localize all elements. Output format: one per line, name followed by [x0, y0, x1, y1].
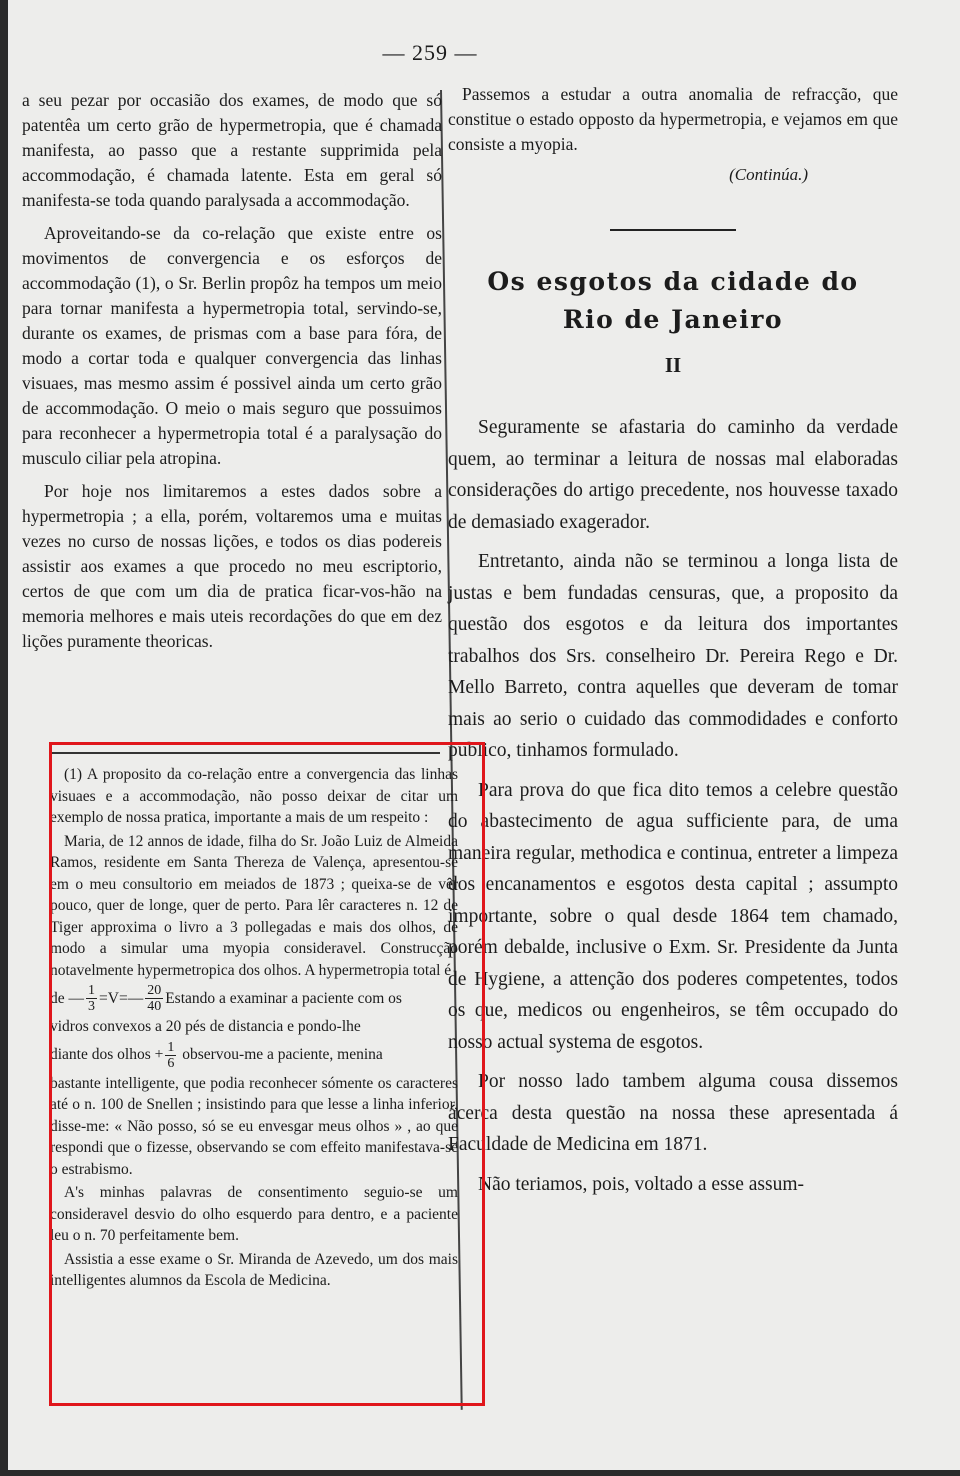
footnote-paragraph: bastante intelligente, que podia reconhecer sómente os caracteres até o n. 100 de Snellen ; insistindo para que lesse a linha inferior, disse-me: « Não posso, só se eu envesgar meus olhos » , ao que respondi que o fizesse, observando se com effeito manifestava-se o estrabismo. [50, 1074, 458, 1178]
formula-prefix: diante dos olhos + [50, 1046, 164, 1064]
article-paragraph: Por nosso lado tambem alguma cousa dissemos ácerca desta questão na nossa these apresentada á Faculdade de Medicina em 1871. [448, 1071, 898, 1155]
footnote [50, 744, 458, 1294]
continua-note: (Continúa.) [729, 165, 808, 184]
article-title-line-1: Os esgotos da cidade do [487, 267, 859, 296]
formula-equals: =V= [99, 989, 128, 1007]
article-separator [610, 229, 736, 231]
section-number: II [664, 353, 682, 377]
footnote-line: vidros convexos a 20 pés de distancia e pondo-lhe [50, 1018, 361, 1035]
article-paragraph: Para prova do que fica dito temos a celebre questão do abastecimento de agua sufficiente para, de uma maneira regular, methodica e continua, entreter a limpeza dos encanamentos e esgotos desta capital ; assumpto importante, sobre o qual desde 1864 tem chamado, porém debalde, inclusive o Exm. Sr. Presidente da Junta de Hygiene, a attenção dos poderes competentes, todos os que, medicos ou engenheiros, se têm occupado do nosso actual systema de esgotos. [448, 779, 898, 1053]
article-body [448, 412, 898, 1200]
right-column [448, 82, 898, 1208]
fraction-numerator: 20 [147, 983, 162, 998]
article-paragraph: Não teriamos, pois, voltado a esse assum- [478, 1173, 805, 1195]
fraction-denominator: 6 [167, 1055, 175, 1071]
right-intro [448, 82, 898, 157]
fraction-denominator: 40 [147, 999, 162, 1014]
fraction-20-40 [145, 983, 163, 1014]
left-paragraph: Por hoje nos limitaremos a estes dados sobre a hypermetropia ; a ella, porém, voltaremos uma e muitas vezes no curso de nossas lições, e todos os dias podereis assistir aos exames a que procedo no meu escriptorio, certos de que com um dia de pratica ficar-vos-hão na memoria melhores e mais uteis recordações do que em dez lições puramente theoricas. [22, 481, 442, 651]
left-paragraph: a seu pezar por occasião dos exames, de modo que só patentêa um certo grão de hypermetropia, que é chamada manifesta, ao passo que a restante supprimida pela accommodação, é chamada latente. Esta em geral só manifesta-se toda quando paralysada a accommodação. [22, 90, 442, 210]
article-title [448, 263, 898, 339]
footnote-formula-1: de — $\frac{1}{3}$ =V= — $\frac{20}{40}$ Estando a examinar a paciente com os [50, 983, 402, 1014]
fraction-denominator: 3 [88, 999, 96, 1014]
left-paragraph: Aproveitando-se da co-relação que existe entre os movimentos de convergencia e os esforços de accommodação (1), o Sr. Berlin propôz ha tempos um meio para tornar manifesta a hypermetropia total, servindo-se, durante os exames, de prismas com a base para fóra, de modo a cortar toda e qualquer convergencia das linhas visuaes, mas mesmo assim é possivel ainda um certo grão de accommodação. O meio o mais seguro que possuimos para reconhecer a hypermetropia total é a paralysação do musculo ciliar pela atropina. [22, 223, 442, 468]
page-left-edge [0, 0, 8, 1476]
fraction-1-6 [165, 1040, 176, 1071]
formula-text: observou-me a paciente, menina [182, 1046, 383, 1064]
formula-text: Estando a examinar a paciente com os [165, 989, 402, 1007]
page-number: — 259 — [382, 40, 478, 65]
fraction-numerator: 1 [88, 983, 96, 998]
page-bottom-edge [0, 1470, 960, 1476]
footnote-formula-2 [50, 1040, 458, 1071]
footnote-paragraph: A's minhas palavras de consentimento seguio-se um consideravel desvio do olho esquerdo para dentro, e a paciente leu o n. 70 perfeitamente bem. [50, 1184, 458, 1244]
fraction-numerator: 1 [167, 1039, 175, 1055]
footnote-paragraph: (1) A proposito da co-relação entre a convergencia das linhas visuaes e a accommodação, não posso deixar de citar um exemplo de nossa pratica, importante a mais de um respeito : [50, 766, 458, 826]
article-paragraph: Seguramente se afastaria do caminho da verdade quem, ao terminar a leitura de nossas mal elaboradas considerações do artigo precedente, nos houvesse taxado de demasiado exagerador. [448, 417, 898, 533]
article-paragraph: Entretanto, ainda não se terminou a longa lista de justas e bem fundadas censuras, que, a proposito da questão dos esgotos e da leitura dos importantes trabalhos dos Srs. conselheiro Dr. Pereira Rego e Dr. Mello Barreto, contra aquelles que deveram de tomar mais ao serio o cuidado das commodidades e conforto publico, tinhamos formulado. [448, 551, 898, 761]
footnote-paragraph: Maria, de 12 annos de idade, filha do Sr. João Luiz de Almeida Ramos, residente em Santa Thereza de Valença, apresentou-se em o meu consultorio em meiados de 1873 ; queixa-se de vêr pouco, quer de longe, quer de perto. Para lêr caracteres n. 12 de Tiger approxima o livro a 3 pollegadas e mais dos olhos, de modo a simular uma myopia consideravel. Construcção notavelmente hypermetropica dos olhos. A hypermetropia total é [50, 832, 458, 979]
formula-prefix: de [50, 989, 65, 1007]
footnote-paragraph: Assistia a esse exame o Sr. Miranda de Azevedo, um dos mais intelligentes alumnos da Escola de Medicina. [50, 1250, 458, 1289]
footnote-separator [50, 752, 440, 754]
left-column [22, 88, 442, 662]
fraction-1-3 [86, 983, 97, 1014]
intro-paragraph: Passemos a estudar a outra anomalia de refracção, que constitue o estado opposto da hypermetropia, e vejamos em que consiste a myopia. [448, 84, 898, 154]
article-title-line-2: Rio de Janeiro [562, 305, 784, 334]
